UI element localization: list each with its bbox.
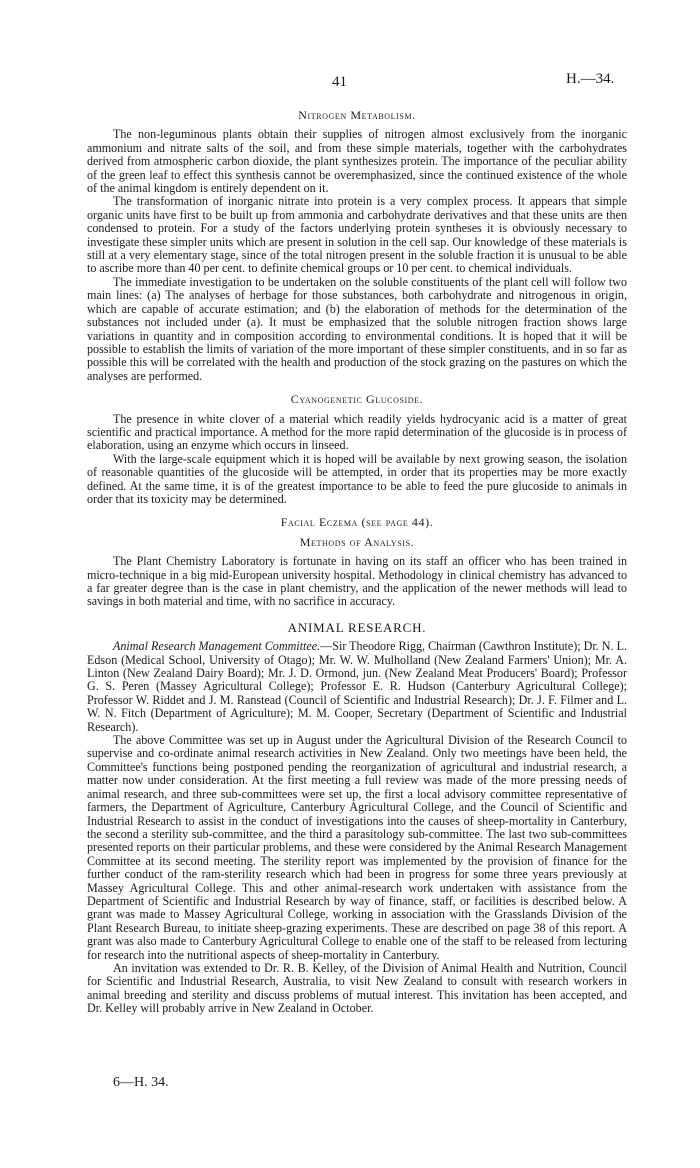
- methods-paragraph-1: The Plant Chemistry Laboratory is fortunate in having on its staff an officer who has been trained in micro-technique in a big mid-European university hospital. Methodology in clinical chemistry has advanced to a far greater degree than is the case in plant chemistry, and the application of the newer methods will lead to savings in both material and time, with no sacrifice in accuracy.: [87, 554, 627, 609]
- committee-members: —Sir Theodore Rigg, Chairman (Cawthron Institute); Dr. N. L. Edson (Medical School, University of Otago); Mr. W. W. Mulholland (New Zealand Farmers' Union); Mr. A. Linton (New Zealand Dairy Board); Mr. J. D. Ormond, jun. (New Zealand Meat Producers' Board); Professor G. S. Peren (Massey Agricultural College); Professor E. R. Hudson (Canterbury Agricultural College); Professor W. Riddet and J. M. Ranstead (Council of Scientific and Industrial Research); Dr. J. F. Filmer and L. W. N. Fitch (Department of Agriculture); M. M. Cooper, Secretary (Department of Scientific and Industrial Research).: [87, 639, 627, 734]
- page-number: 41: [332, 74, 347, 90]
- document-body: [87, 97, 627, 1016]
- committee-paragraph: [87, 640, 627, 734]
- nitrogen-heading: Nitrogen Metabolism.: [298, 108, 416, 122]
- animal-research-heading: ANIMAL RESEARCH.: [287, 619, 427, 635]
- committee-title: Animal Research Management Committee.: [113, 639, 321, 654]
- cyanogenetic-paragraph-2: With the large-scale equipment which it is hoped will be available by next growing season, the isolation of reasonable quantities of the glucoside will be attempted, in order that its properties may be more exactly defined. At the same time, it is of the greatest importance to be able to feed the pure glucoside to animals in order that its toxicity may be determined.: [87, 451, 627, 506]
- report-reference: H.—34.: [566, 71, 615, 87]
- cyanogenetic-paragraph-1: The presence in white clover of a material which readily yields hydrocyanic acid is a matter of great scientific and practical importance. A method for the more rapid determination of the glucoside is in process of elaboration, using an enzyme which occurs in linseed.: [87, 411, 627, 453]
- methods-heading: Methods of Analysis.: [299, 534, 415, 549]
- facial-eczema-heading: Facial Eczema (see page 44).: [280, 515, 434, 530]
- animal-paragraph-2: The above Committee was set up in August under the Agricultural Division of the Research Council to supervise and co-ordinate animal research activities in New Zealand. Only two meetings have been held, the Committee's functions being postponed pending the reorganization of agricultural and industrial research, a matter now under consideration. At the first meeting a full review was made of the more pressing needs of animal research, and three sub-committees were set up, the first a local advisory committee representative of farmers, the Department of Agriculture, Canterbury Agricultural College, and the Council of Scientific and Industrial Research to assist in the conduct of investigations into the causes of sheep-mortality in Canterbury, the second a sterility sub-committee, and the third a parasitology sub-committee. The last two sub-committees presented reports on their particular problems, and these were considered by the Animal Research Management Committee at its second meeting. The sterility report was implemented by the provision of finance for the further conduct of the ram-sterility research which had been in progress for some three years previously at Massey Agricultural College. This and other animal-research work undertaken with assistance from the Department of Scientific and Industrial Research by way of finance, staff, or facilities is described below. A grant was made to Massey Agricultural College, working in association with the Grasslands Division of the Plant Research Bureau, to initiate sheep-grazing experiments. These are described on page 38 of this report. A grant was also made to Canterbury Agricultural College to enable one of the staff to be released from lecturing for research into the nutritional aspects of sheep-mortality in Canterbury.: [87, 733, 627, 962]
- cyanogenetic-heading: Cyanogenetic Glucoside.: [290, 392, 424, 407]
- nitrogen-paragraph-2: The transformation of inorganic nitrate into protein is a very complex process. It appears that simple organic units have first to be built up from ammonia and carbohydrate derivatives and that these units are then condensed to protein. For a study of the factors underlying protein syntheses it is obviously necessary to investigate these simpler units which are present in solution in the cell sap. Our knowledge of these materials is still at a very elementary stage, since of the total nitrogen present in the soluble fraction it is unusual to be able to ascribe more than 40 per cent. to definite chemical groups or 10 per cent. to chemical individuals.: [87, 194, 627, 276]
- nitrogen-paragraph-3: The immediate investigation to be undertaken on the soluble constituents of the plant cell will follow two main lines: (a) The analyses of herbage for those substances, both carbohydrate and nitrogenous in origin, which are capable of accurate estimation; and (b) the elaboration of methods for the determination of the substances not included under (a). It must be emphasized that the soluble nitrogen fraction shows large variations in quantity and in composition according to environmental conditions. It is hoped that it will be possible to establish the limits of variation of the more important of these simpler constituents, and in so far as possible this will be correlated with the health and production of the stock grazing on the pastures on which the analyses are performed.: [87, 274, 627, 383]
- signature-mark: 6—H. 34.: [113, 1075, 169, 1090]
- nitrogen-paragraph-1: The non-leguminous plants obtain their supplies of nitrogen almost exclusively from the inorganic ammonium and nitrate salts of the soil, and from these simple materials, together with the carbohydrates derived from atmospheric carbon dioxide, the plant synthesizes protein. The importance of the peculiar ability of the green leaf to effect this synthesis cannot be overemphasized, since the continued existence of the whole of the animal kingdom is entirely dependent on it.: [87, 127, 627, 196]
- animal-paragraph-3: An invitation was extended to Dr. R. B. Kelley, of the Division of Animal Health and Nutrition, Council for Scientific and Industrial Research, Australia, to visit New Zealand to consult with research workers in animal breeding and sterility and discuss problems of mutual interest. This invitation has been accepted, and Dr. Kelley will probably arrive in New Zealand in October.: [87, 960, 627, 1016]
